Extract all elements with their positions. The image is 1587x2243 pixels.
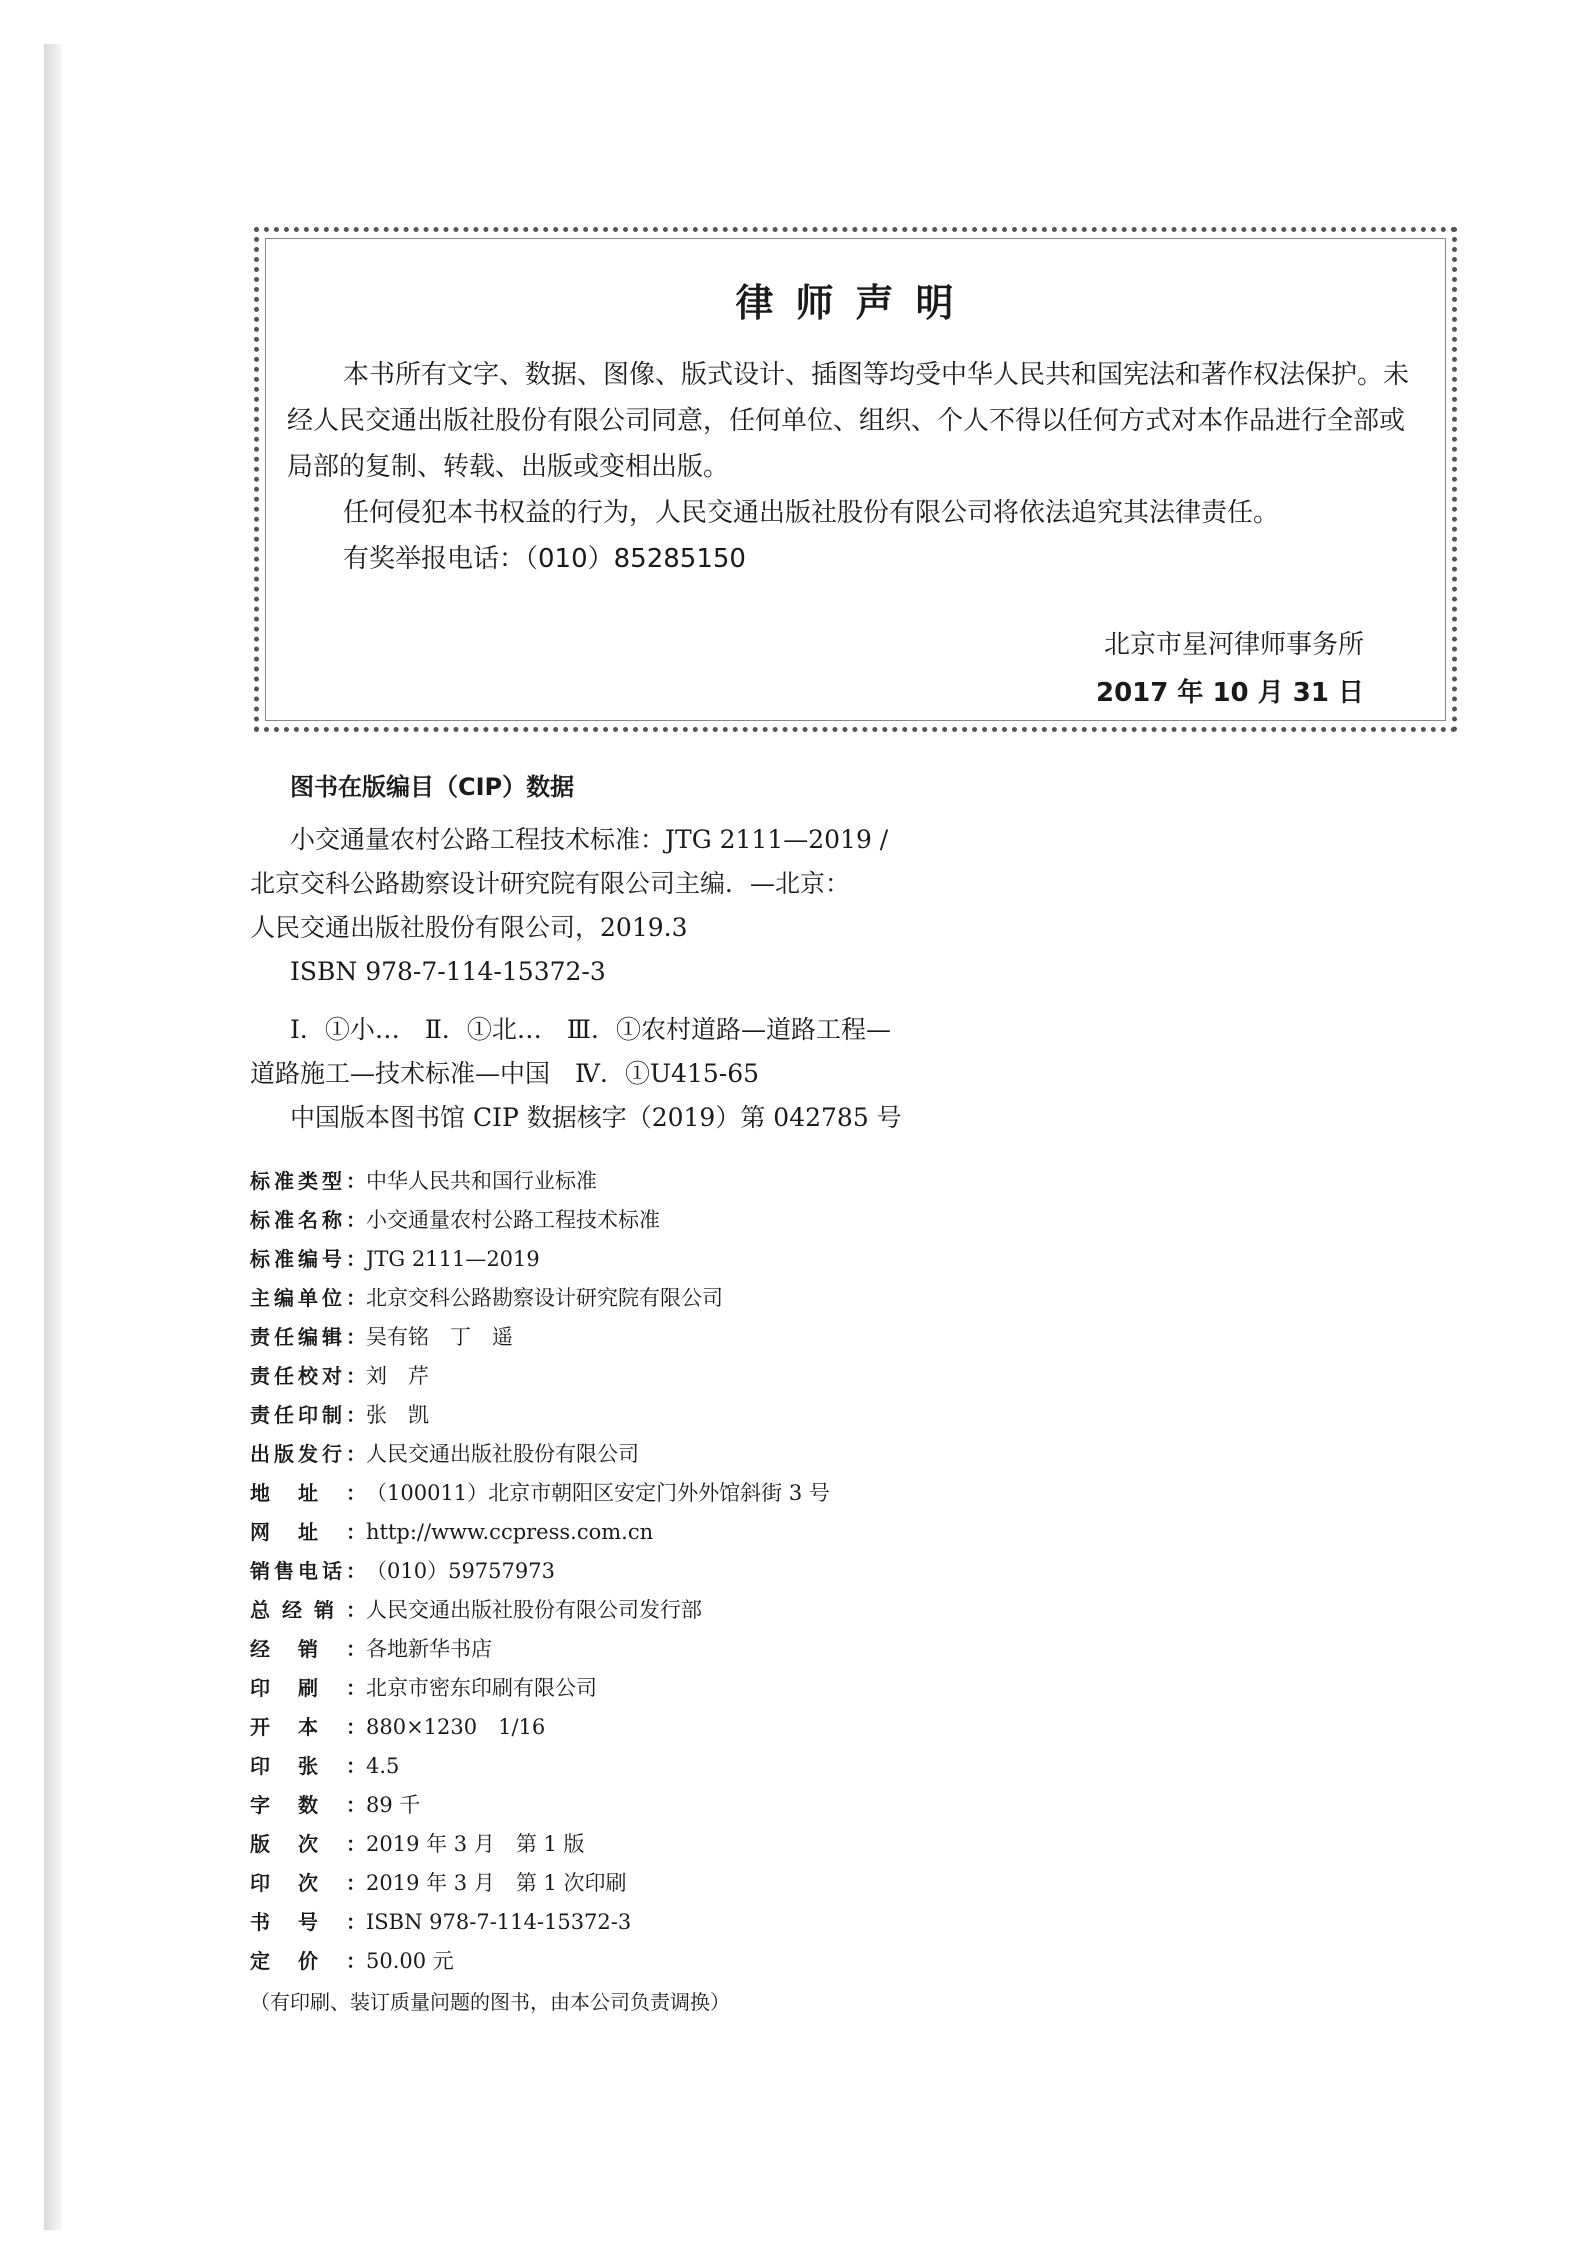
info-row <box>250 1513 1150 1552</box>
statement-title: 律师声明 <box>735 281 976 325</box>
info-label: 印 次 ： <box>250 1871 366 1895</box>
info-label: 印 刷 ： <box>250 1676 366 1700</box>
info-value: ISBN 978-7-114-15372-3 <box>366 1910 632 1934</box>
info-value: 4.5 <box>366 1754 400 1778</box>
info-row <box>250 1786 1150 1825</box>
info-label: 责 任 印 制 ： <box>250 1403 366 1427</box>
info-row <box>250 1708 1150 1747</box>
info-row <box>250 1669 1150 1708</box>
cip-line: 人民交通出版社股份有限公司，2019.3 <box>250 913 688 942</box>
info-label: 版 次 ： <box>250 1832 366 1856</box>
law-firm-name: 北京市星河律师事务所 <box>1103 630 1364 660</box>
lawyer-statement-box <box>254 227 1457 732</box>
info-label: 标 准 名 称 ： <box>250 1208 366 1232</box>
info-value: JTG 2111—2019 <box>366 1247 540 1271</box>
info-value: 中华人民共和国行业标准 <box>366 1169 597 1193</box>
info-value: 880×1230 1/16 <box>366 1715 546 1739</box>
cip-line: ISBN 978-7-114-15372-3 <box>290 957 606 986</box>
statement-date: 2017 年 10 月 31 日 <box>1096 678 1364 708</box>
statement-hotline: 有奖举报电话：（010）85285150 <box>343 544 746 574</box>
page-spine-shadow <box>44 44 62 2230</box>
info-label: 印 张 ： <box>250 1754 366 1778</box>
info-label: 出 版 发 行 ： <box>250 1442 366 1466</box>
info-row <box>250 1747 1150 1786</box>
info-row <box>250 1396 1150 1435</box>
info-value: 北京交科公路勘察设计研究院有限公司 <box>366 1286 723 1310</box>
info-row <box>250 1474 1150 1513</box>
statement-paragraph: 任何侵犯本书权益的行为，人民交通出版社股份有限公司将依法追究其法律责任。 <box>343 498 1280 528</box>
info-label: 网 址 ： <box>250 1520 366 1544</box>
cip-line: 道路施工—技术标准—中国 Ⅳ．①U415-65 <box>250 1059 760 1088</box>
cip-data-block <box>250 818 1070 1140</box>
info-value: 89 千 <box>366 1793 421 1817</box>
cip-line: 中国版本图书馆 CIP 数据核字（2019）第 042785 号 <box>290 1103 902 1132</box>
info-row <box>250 1240 1150 1279</box>
info-label: 字 数 ： <box>250 1793 366 1817</box>
info-value: 2019 年 3 月 第 1 次印刷 <box>366 1871 627 1895</box>
info-label: 经 销 ： <box>250 1637 366 1661</box>
publication-info <box>250 1162 1150 2022</box>
info-label: 总 经 销 ： <box>250 1598 366 1622</box>
cip-heading: 图书在版编目（CIP）数据 <box>290 773 575 801</box>
info-label: 标 准 类 型 ： <box>250 1169 366 1193</box>
info-value: 吴有铭 丁 遥 <box>366 1325 513 1349</box>
statement-paragraph: 本书所有文字、数据、图像、版式设计、插图等均受中华人民共和国宪法和著作权法保护。未经人民交通出版社股份有限公司同意，任何单位、组织、个人不得以任何方式对本作品进行全部或局部的复制、转载、出版或变相出版。 <box>287 360 1410 482</box>
info-value: 人民交通出版社股份有限公司发行部 <box>366 1598 702 1622</box>
info-value: 人民交通出版社股份有限公司 <box>366 1442 639 1466</box>
cip-line: Ⅰ．①小… Ⅱ．①北… Ⅲ．①农村道路—道路工程— <box>290 1015 891 1044</box>
info-row <box>250 1279 1150 1318</box>
info-row <box>250 1591 1150 1630</box>
info-value: 50.00 元 <box>366 1949 454 1973</box>
info-row <box>250 1864 1150 1903</box>
info-row <box>250 1825 1150 1864</box>
info-value: 小交通量农村公路工程技术标准 <box>366 1208 660 1232</box>
info-label: 定 价 ： <box>250 1949 366 1973</box>
info-value: 北京市密东印刷有限公司 <box>366 1676 597 1700</box>
info-row <box>250 1201 1150 1240</box>
info-label: 主 编 单 位 ： <box>250 1286 366 1310</box>
info-row <box>250 1630 1150 1669</box>
info-row <box>250 1435 1150 1474</box>
info-row <box>250 1318 1150 1357</box>
info-row <box>250 1552 1150 1591</box>
info-row <box>250 1903 1150 1942</box>
statement-body <box>287 352 1412 582</box>
info-value: 刘 芹 <box>366 1364 429 1388</box>
info-row <box>250 1162 1150 1201</box>
cip-line: 小交通量农村公路工程技术标准：JTG 2111—2019 / <box>290 825 889 854</box>
replacement-note: （有印刷、装订质量问题的图书，由本公司负责调换） <box>250 1990 730 2014</box>
statement-signature <box>1096 621 1364 717</box>
cip-line: 北京交科公路勘察设计研究院有限公司主编．—北京： <box>250 869 851 898</box>
info-label: 开 本 ： <box>250 1715 366 1739</box>
info-label: 责 任 编 辑 ： <box>250 1325 366 1349</box>
info-row <box>250 1942 1150 1981</box>
info-label: 销 售 电 话 ： <box>250 1559 366 1583</box>
info-label: 地 址 ： <box>250 1481 366 1505</box>
info-value: （010）59757973 <box>366 1559 555 1583</box>
info-label: 书 号 ： <box>250 1910 366 1934</box>
info-value: 2019 年 3 月 第 1 版 <box>366 1832 585 1856</box>
info-value: 张 凯 <box>366 1403 429 1427</box>
info-value: （100011）北京市朝阳区安定门外外馆斜街 3 号 <box>366 1481 830 1505</box>
info-value: 各地新华书店 <box>366 1637 492 1661</box>
info-row <box>250 1357 1150 1396</box>
info-label: 标 准 编 号 ： <box>250 1247 366 1271</box>
info-value: http://www.ccpress.com.cn <box>366 1520 654 1544</box>
info-label: 责 任 校 对 ： <box>250 1364 366 1388</box>
